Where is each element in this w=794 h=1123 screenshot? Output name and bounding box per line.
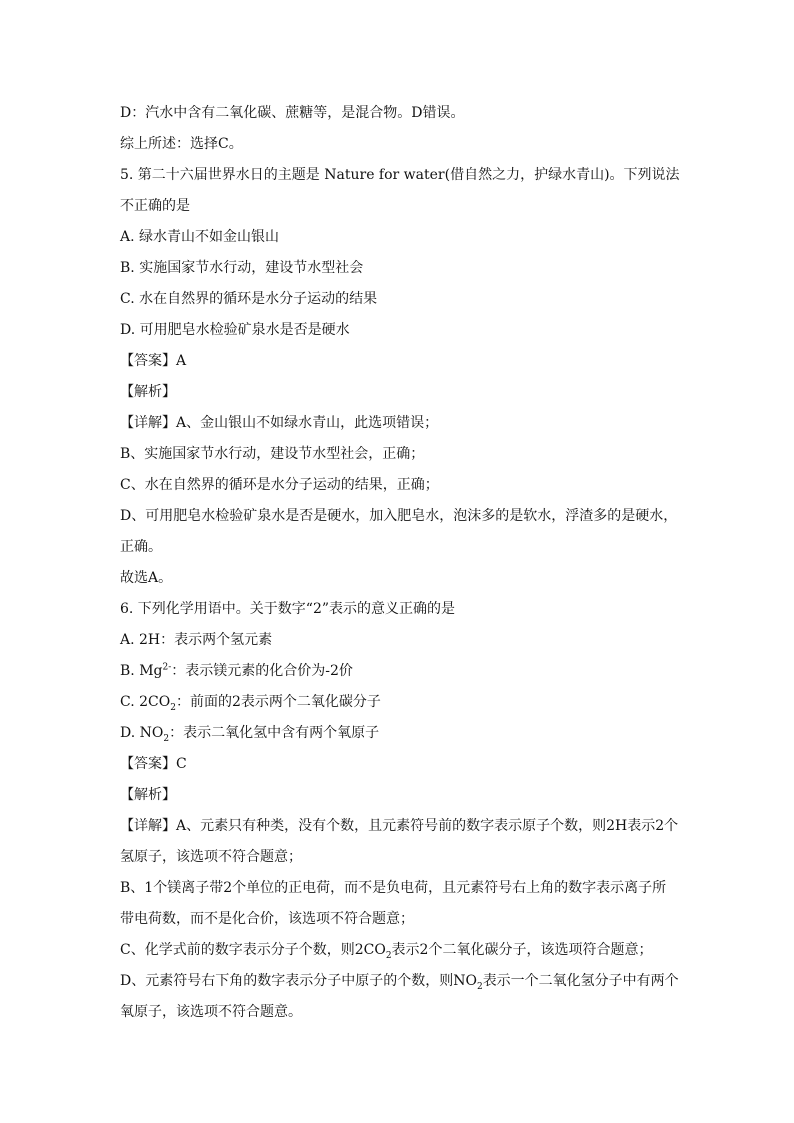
q5-detail-b: B、实施国家节水行动，建设节水型社会，正确； [120,446,425,462]
q6-detail-d-subscript: 2 [476,981,483,992]
q6-detail-c-text: C、化学式前的数字表示分子个数，则2CO [120,942,386,958]
q6-detail-a-line-1: 【详解】A、元素只有种类，没有个数，且元素符号前的数字表示原子个数，则2H表示2个 [120,818,679,834]
q6-answer: 【答案】C [120,756,187,772]
q5-stem-line-2: 不正确的是 [120,198,190,214]
q6-detail-d-text: D、元素符号右下角的数字表示分子中原子的个数，则NO [120,973,477,989]
q6-stem: 6. 下列化学用语中。关于数字“2”表示的意义正确的是 [120,601,456,617]
q6-option-b-charge: 2- [162,662,172,673]
q6-option-d [120,723,690,754]
q6-detail-c-rest: 表示2个二氧化碳分子，该选项符合题意； [391,942,653,958]
q6-detail-b-line-2: 带电荷数，而不是化合价，该选项不符合题意； [120,911,414,927]
q5-detail-a: 【详解】A、金山银山不如绿水青山，此选项错误； [120,415,439,431]
q5-option-c: C. 水在自然界的循环是水分子运动的结果 [120,291,378,307]
q6-option-c-subscript: 2 [170,702,176,713]
q5-option-a: A. 绿水青山不如金山银山 [120,229,280,245]
page-content [120,103,690,1033]
q6-option-b-desc: ：表示镁元素的化合价为-2价 [171,663,353,679]
q6-option-d-desc: ：表示二氧化氢中含有两个氧原子 [169,725,380,741]
q5-detail-c: C、水在自然界的循环是水分子运动的结果，正确； [120,477,439,493]
prev-summary: 综上所述：选择C。 [120,136,243,152]
q6-option-c-desc: ：前面的2表示两个二氧化碳分子 [175,694,381,710]
q6-detail-c-subscript: 2 [385,950,392,961]
q5-stem-line-1: 5. 第二十六届世界水日的主题是 Nature for water(借自然之力，护绿水青山)。下列说法 [120,167,680,183]
q6-detail-d-line-1 [120,971,690,1002]
q6-option-d-subscript: 2 [163,733,170,744]
q6-option-a: A. 2H：表示两个氢元素 [120,632,273,648]
q6-detail-a-line-2: 氢原子，该选项不符合题意； [120,849,302,865]
q5-detail-d-line-1: D、可用肥皂水检验矿泉水是否是硬水，加入肥皂水，泡沫多的是软水，浮渣多的是硬水， [120,508,678,524]
q5-conclusion: 故选A。 [120,570,173,586]
q6-option-b-text: B. Mg [120,663,163,679]
q5-option-d: D. 可用肥皂水检验矿泉水是否是硬水 [120,322,350,338]
q6-option-c [120,692,690,723]
q6-detail-c [120,940,690,971]
q5-answer: 【答案】A [120,353,187,369]
q5-analysis-heading: 【解析】 [120,384,176,400]
q6-analysis-heading: 【解析】 [120,787,176,803]
q6-option-b [120,661,690,692]
q6-detail-d-line-2: 氧原子，该选项不符合题意。 [120,1004,302,1020]
q6-option-c-text: C. 2CO [120,694,171,710]
q6-option-d-text: D. NO [120,725,164,741]
q6-detail-d-rest: 表示一个二氧化氢分子中有两个 [482,973,679,989]
q6-detail-b-line-1: B、1个镁离子带2个单位的正电荷，而不是负电荷，且元素符号右上角的数字表示离子所 [120,880,667,896]
q5-option-b: B. 实施国家节水行动，建设节水型社会 [120,260,364,276]
q5-detail-d-line-2: 正确。 [120,539,162,555]
prev-option-d-explanation: D：汽水中含有二氧化碳、蔗糖等，是混合物。D错误。 [120,105,465,121]
